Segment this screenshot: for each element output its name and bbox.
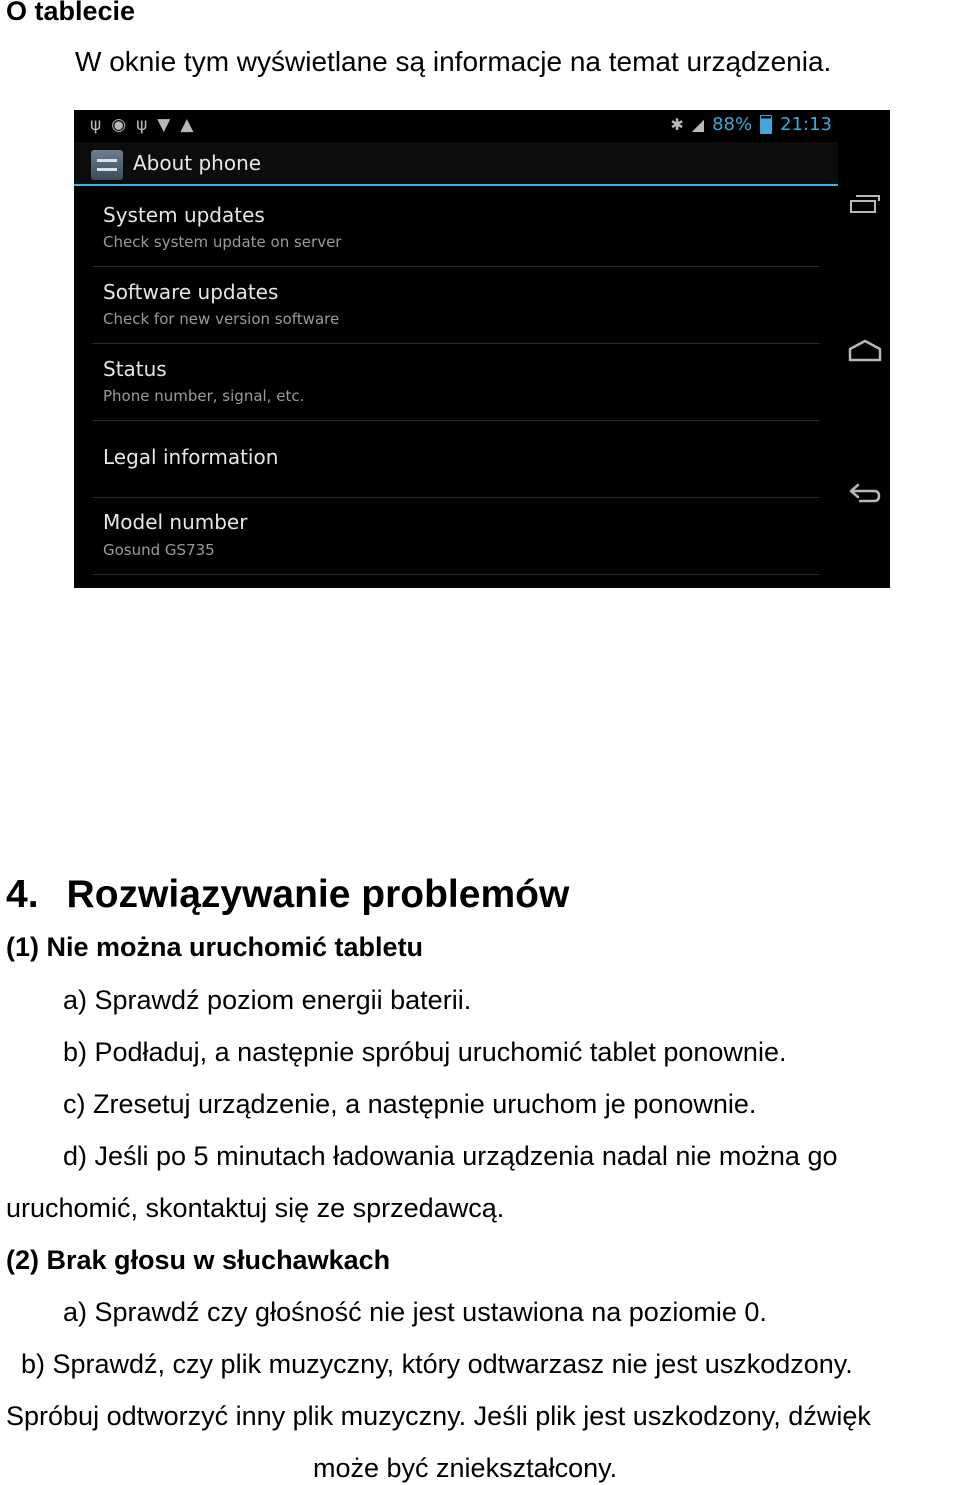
setting-system-updates[interactable] (92, 190, 820, 267)
chapter-number: 4. (6, 873, 39, 916)
system-icons (670, 114, 832, 135)
navigation-bar (838, 110, 890, 588)
issue2-step-a: a) Sprawdź czy głośność nie jest ustawiona na poziomie 0. (63, 1297, 767, 1327)
signal-icon: ◢ (691, 115, 705, 134)
setting-legal-information[interactable] (92, 421, 820, 498)
issue1-step-c: c) Zresetuj urządzenie, a następnie uruchom je ponownie. (63, 1089, 757, 1119)
setting-subtitle: Check system update on server (103, 233, 342, 251)
issue1-step-b: b) Podładuj, a następnie spróbuj uruchomić tablet ponownie. (63, 1037, 787, 1067)
android-debug-icon: ◉ (111, 115, 127, 135)
issue1-step-d-line2: uruchomić, skontaktuj się ze sprzedawcą. (6, 1193, 505, 1223)
settings-icon[interactable] (91, 150, 123, 180)
issue2-step-b-line2: Spróbuj odtworzyć inny plik muzyczny. Jeśli plik jest uszkodzony, dźwięk (6, 1401, 871, 1431)
action-bar-title: About phone (133, 151, 262, 175)
section-title: O tablecie (6, 0, 136, 26)
bluetooth-icon: ✱ (670, 115, 684, 134)
setting-title: Legal information (103, 445, 279, 469)
issue2-heading: (2) Brak głosu w słuchawkach (6, 1245, 391, 1275)
setting-title: Model number (103, 510, 248, 534)
battery-icon (760, 115, 772, 134)
setting-title: Status (103, 357, 167, 381)
issue1-step-a: a) Sprawdź poziom energii baterii. (63, 985, 472, 1015)
wifi-icon: ▼ (157, 115, 171, 135)
setting-title: Software updates (103, 280, 279, 304)
status-bar (74, 110, 838, 142)
section-intro: W oknie tym wyświetlane są informacje na temat urządzenia. (75, 46, 832, 77)
notification-icons (90, 115, 193, 135)
home-icon[interactable] (848, 338, 882, 362)
recent-apps-icon[interactable] (848, 194, 882, 218)
issue2-step-b-line3: może być zniekształcony. (313, 1453, 618, 1483)
usb-icon: ψ (90, 115, 102, 135)
setting-subtitle: Phone number, signal, etc. (103, 387, 305, 405)
chapter-heading (6, 873, 569, 917)
action-bar (74, 142, 838, 186)
back-icon[interactable] (848, 480, 882, 504)
issue1-step-d-line1: d) Jeśli po 5 minutach ładowania urządzenia nadal nie można go (63, 1141, 838, 1171)
setting-title: System updates (103, 203, 265, 227)
about-phone-screenshot (74, 110, 890, 588)
setting-subtitle: Check for new version software (103, 310, 340, 328)
clock: 21:13 (780, 114, 832, 135)
issue2-step-b-line1: b) Sprawdź, czy plik muzyczny, który odtwarzasz nie jest uszkodzony. (21, 1349, 853, 1379)
setting-model-number[interactable] (92, 498, 820, 575)
setting-status[interactable] (92, 344, 820, 421)
warning-icon: ▲ (180, 115, 194, 135)
usb-icon: ψ (136, 115, 148, 135)
setting-subtitle: Gosund GS735 (103, 541, 215, 559)
issue1-heading: (1) Nie można uruchomić tabletu (6, 932, 424, 962)
chapter-title: Rozwiązywanie problemów (66, 873, 570, 916)
setting-software-updates[interactable] (92, 267, 820, 344)
battery-percent: 88% (712, 114, 753, 135)
